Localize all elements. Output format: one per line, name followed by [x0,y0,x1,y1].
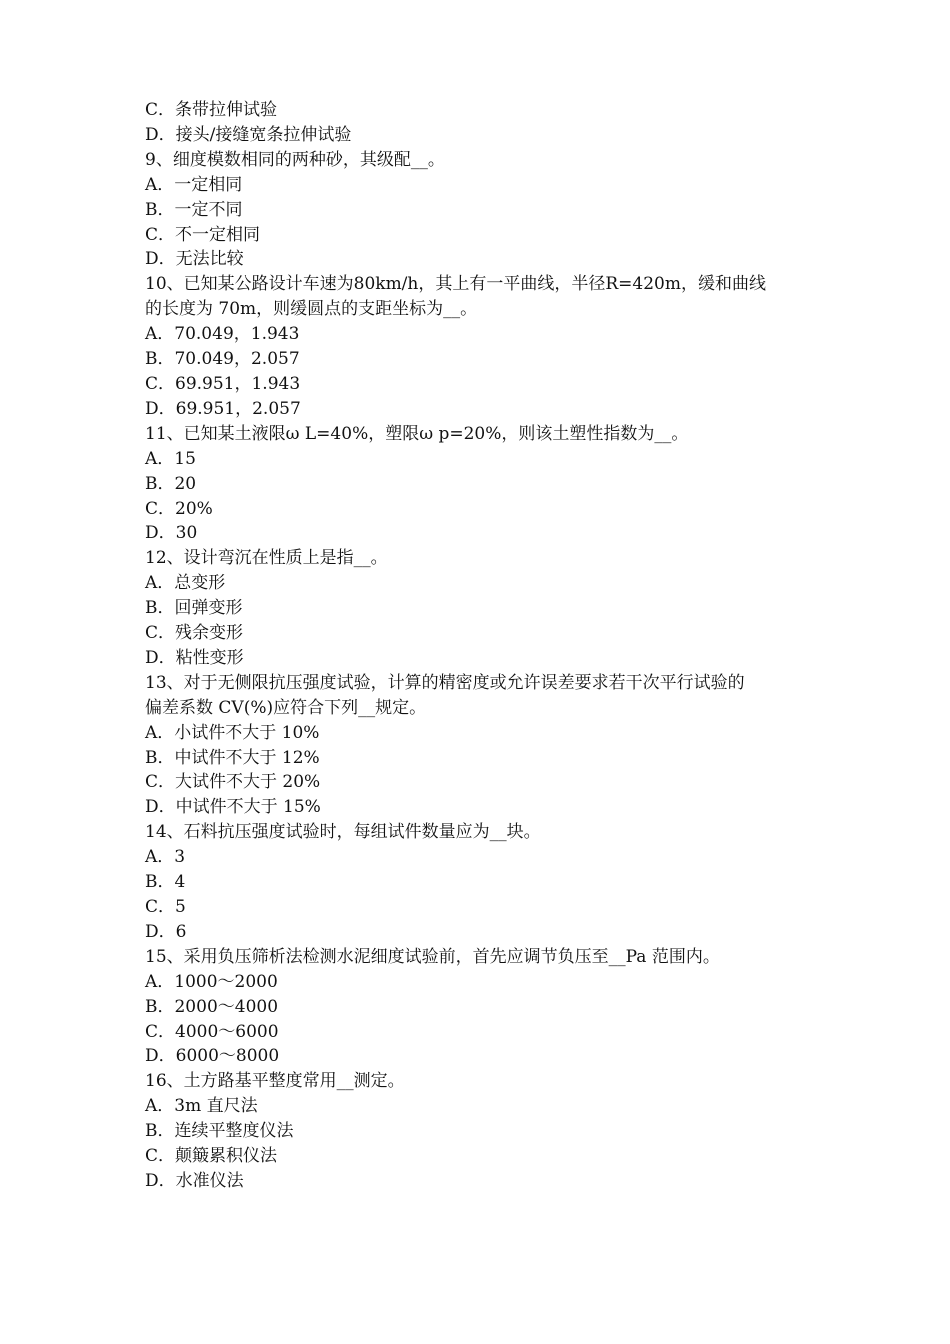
option-c: C．条带拉伸试验 [145,100,278,120]
question-list [145,98,815,1194]
option-a: A．3 [145,847,186,868]
option-b: B．70.049，2.057 [145,349,300,370]
option-c: C．4000～6000 [145,1021,279,1042]
option-a: A．1000～2000 [145,971,278,992]
option-b: B．中试件不大于 12% [145,747,320,768]
option-d: D．接头/接缝宽条拉伸试验 [145,124,352,145]
question-14 [145,820,815,945]
question-11 [145,422,815,547]
question-9 [145,148,815,273]
option-a: A．15 [145,448,196,469]
option-d: D．30 [145,523,198,544]
option-c: C．颠簸累积仪法 [145,1146,278,1167]
option-d: D．粘性变形 [145,647,244,668]
option-b: B．连续平整度仪法 [145,1121,294,1142]
question-stem: 15、采用负压筛析法检测水泥细度试验前，首先应调节负压至__Pa 范围内。 [145,946,720,967]
option-c: C．5 [145,897,186,917]
question-stem-line-2: 的长度为 70m，则缓圆点的支距坐标为__。 [145,299,478,320]
question-stem: 12、设计弯沉在性质上是指__。 [145,548,388,569]
question-13 [145,671,815,820]
option-c: C．大试件不大于 20% [145,772,321,793]
question-stem: 9、细度模数相同的两种砂，其级配__。 [145,149,445,170]
option-a: A．小试件不大于 10% [145,722,320,743]
question-10 [145,272,815,421]
option-b: B．4 [145,872,186,893]
question-stem-line-1: 13、对于无侧限抗压强度试验，计算的精密度或允许误差要求若干次平行试验的 [145,672,745,693]
option-d: D．中试件不大于 15% [145,797,321,818]
option-c: C．残余变形 [145,623,244,644]
option-a: A．总变形 [145,573,226,594]
option-d: D．69.951，2.057 [145,398,301,419]
previous-question-options [145,98,815,148]
option-d: D．水准仪法 [145,1170,244,1191]
question-12 [145,546,815,671]
question-stem: 16、土方路基平整度常用__测定。 [145,1071,405,1092]
option-b: B．20 [145,473,197,494]
question-16 [145,1069,815,1194]
option-a: A．一定相同 [145,174,243,195]
option-d: D．6 [145,921,187,942]
option-b: B．2000～4000 [145,996,279,1017]
question-stem: 14、石料抗压强度试验时，每组试件数量应为__块。 [145,822,541,843]
option-c: C．20% [145,498,213,519]
option-c: C．69.951，1.943 [145,373,301,394]
option-b: B．回弹变形 [145,598,243,619]
question-15 [145,945,815,1070]
option-a: A．3m 直尺法 [145,1096,258,1117]
option-b: B．一定不同 [145,199,243,220]
question-stem: 11、已知某土液限ω L=40%，塑限ω p=20%，则该土塑性指数为__。 [145,423,689,444]
question-stem-line-1: 10、已知某公路设计车速为80km/h，其上有一平曲线，半径R=420m，缓和曲线 [145,274,766,295]
option-d: D．无法比较 [145,249,244,270]
question-stem-line-2: 偏差系数 CV(%)应符合下列__规定。 [145,697,427,718]
option-a: A．70.049，1.943 [145,324,300,345]
option-c: C．不一定相同 [145,224,261,245]
option-d: D．6000～8000 [145,1046,280,1067]
